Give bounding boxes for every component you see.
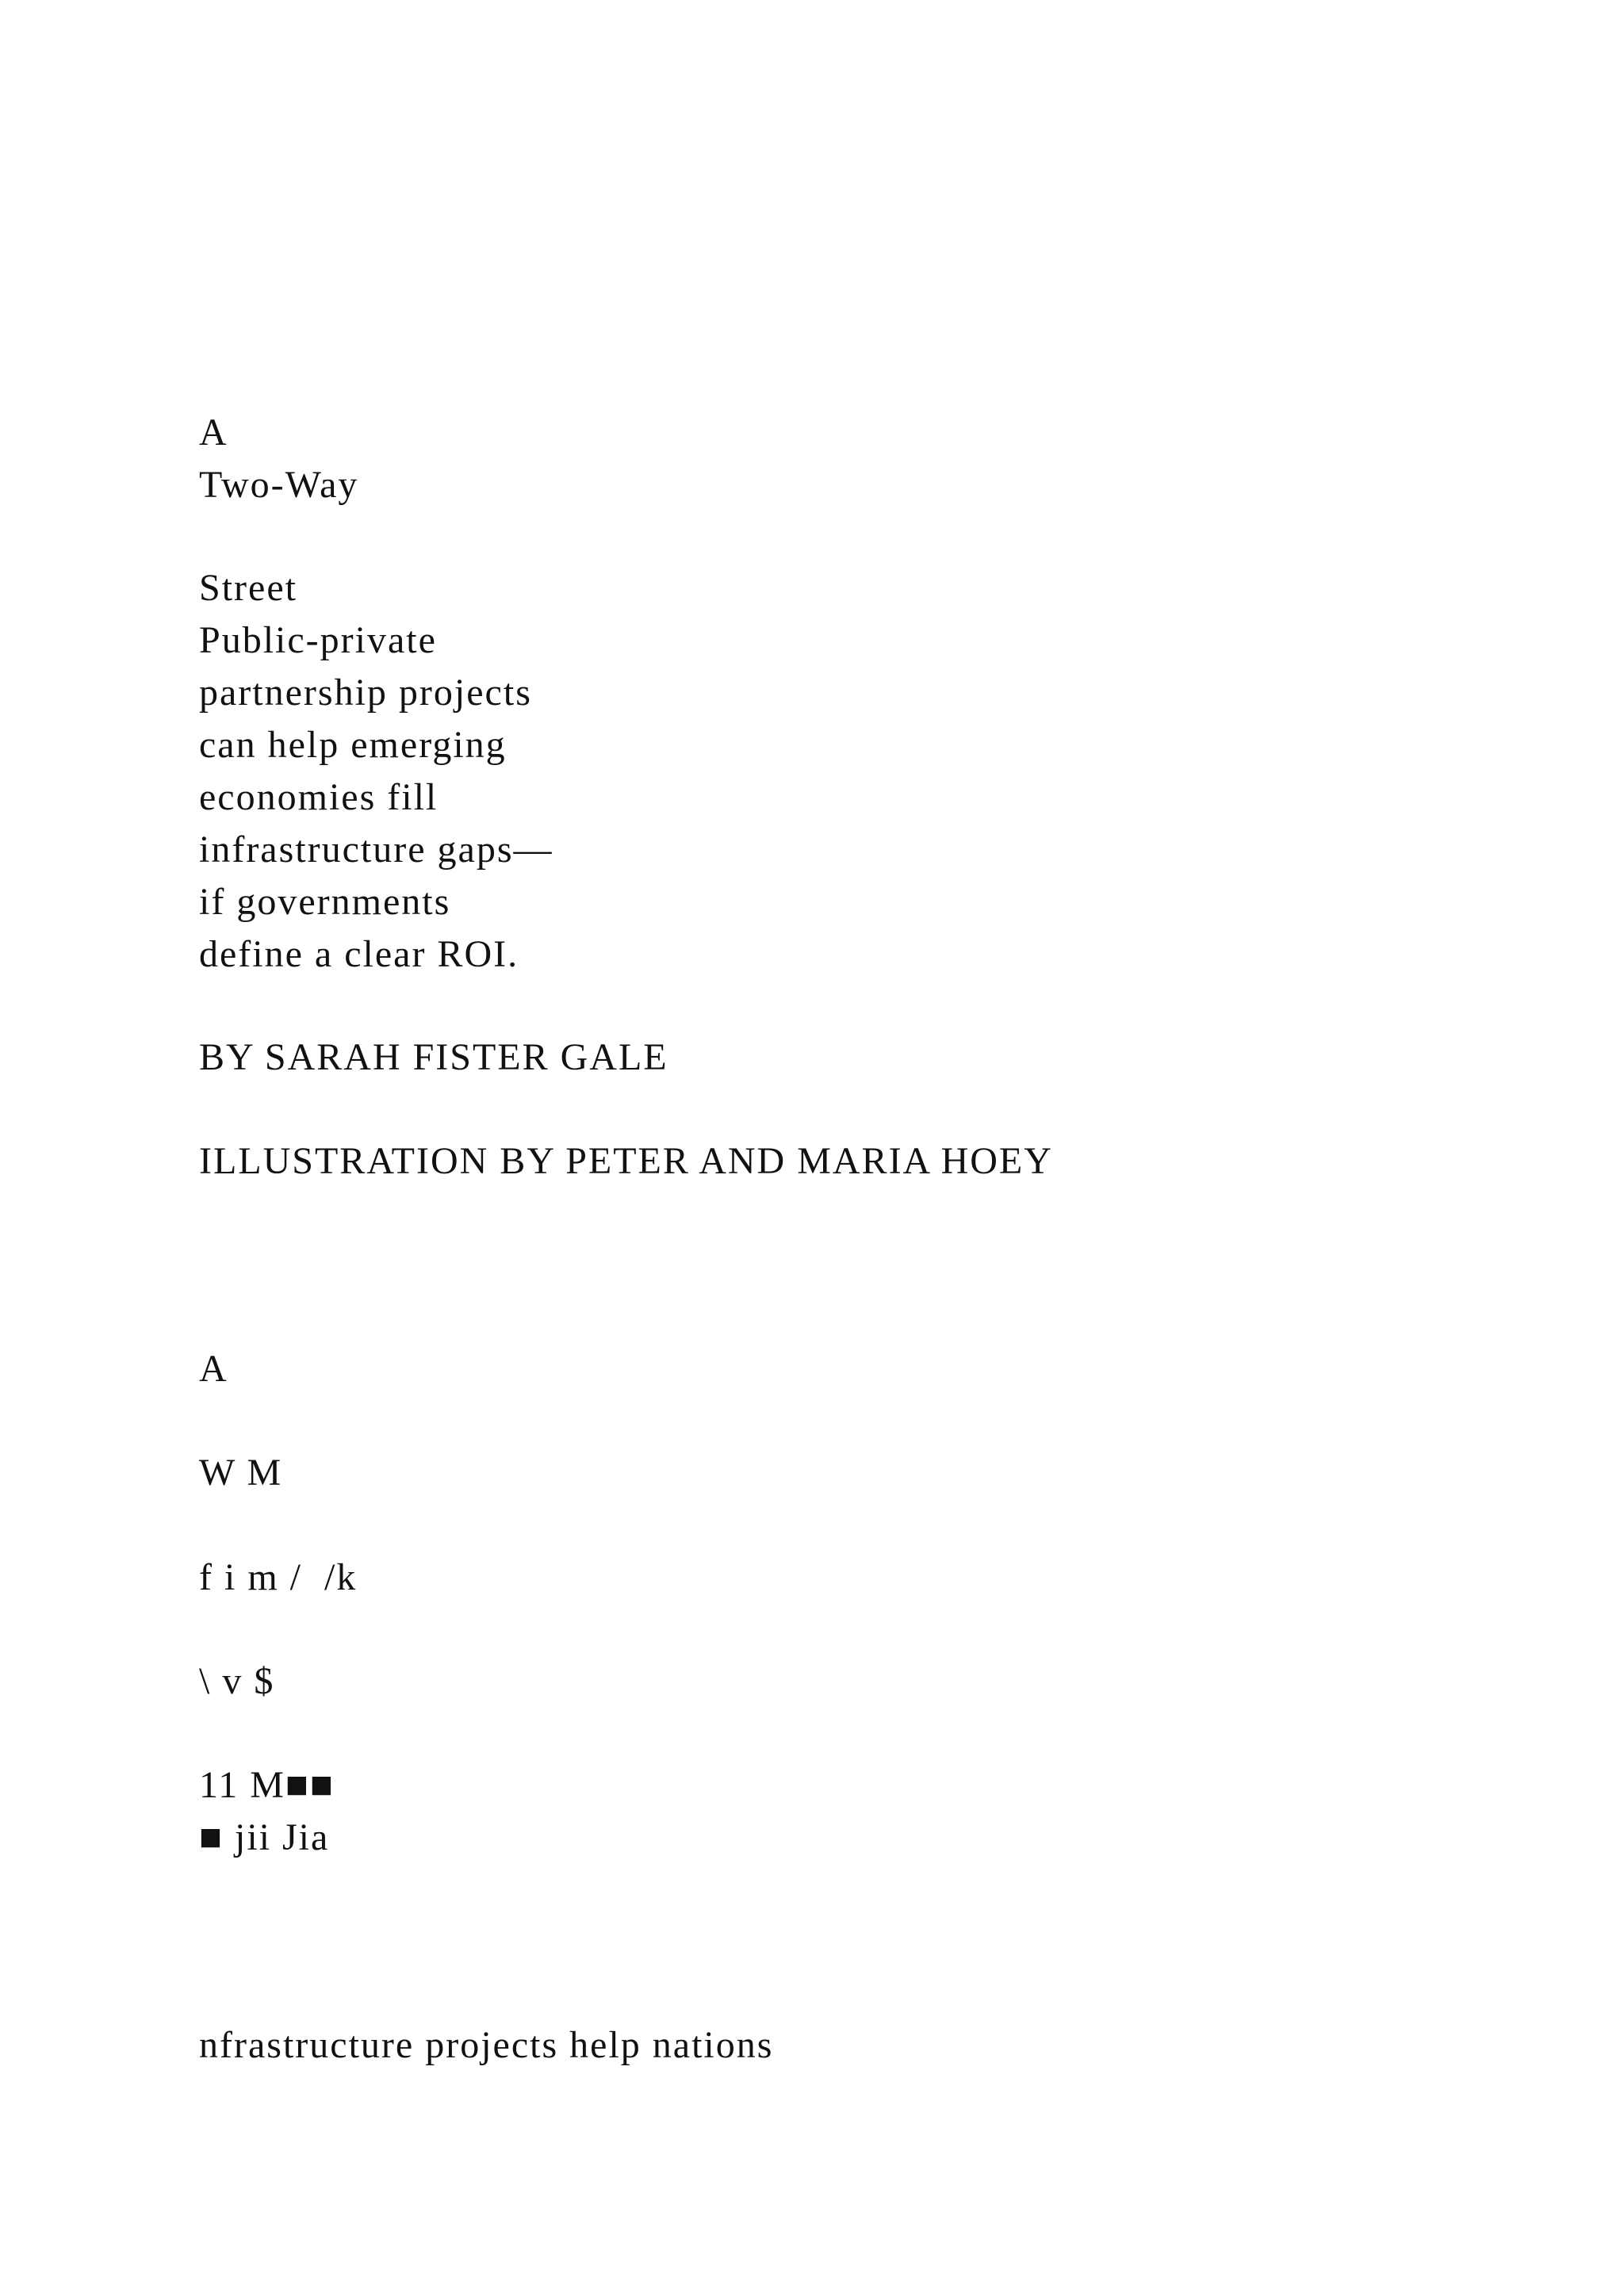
title-line-2: Two-Way [199, 464, 359, 506]
byline: BY SARAH FISTER GALE [199, 1036, 668, 1078]
artifact-line-1: A [199, 1348, 228, 1390]
deck-line-1: Public-private [199, 619, 437, 661]
artifact-line-3: f i m / /k [199, 1556, 358, 1598]
deck-line-7: define a clear ROI. [199, 933, 519, 975]
deck-line-4: economies fill [199, 776, 439, 818]
artifact-line-6: ■ jii Jia [199, 1816, 330, 1858]
deck-line-6: if governments [199, 881, 451, 923]
artifact-line-4: \ v $ [199, 1660, 275, 1702]
title-line-1: A [199, 411, 228, 453]
deck-line-2: partnership projects [199, 672, 532, 714]
illustration-credit: ILLUSTRATION BY PETER AND MARIA HOEY [199, 1140, 1053, 1182]
body-text-start: nfrastructure projects help nations [199, 2024, 774, 2066]
deck-line-3: can help emerging [199, 724, 507, 766]
artifact-line-5: 11 M■■ [199, 1764, 335, 1806]
title-line-3: Street [199, 567, 297, 609]
deck-line-5: infrastructure gaps— [199, 828, 553, 871]
artifact-line-2: W M [199, 1452, 283, 1494]
